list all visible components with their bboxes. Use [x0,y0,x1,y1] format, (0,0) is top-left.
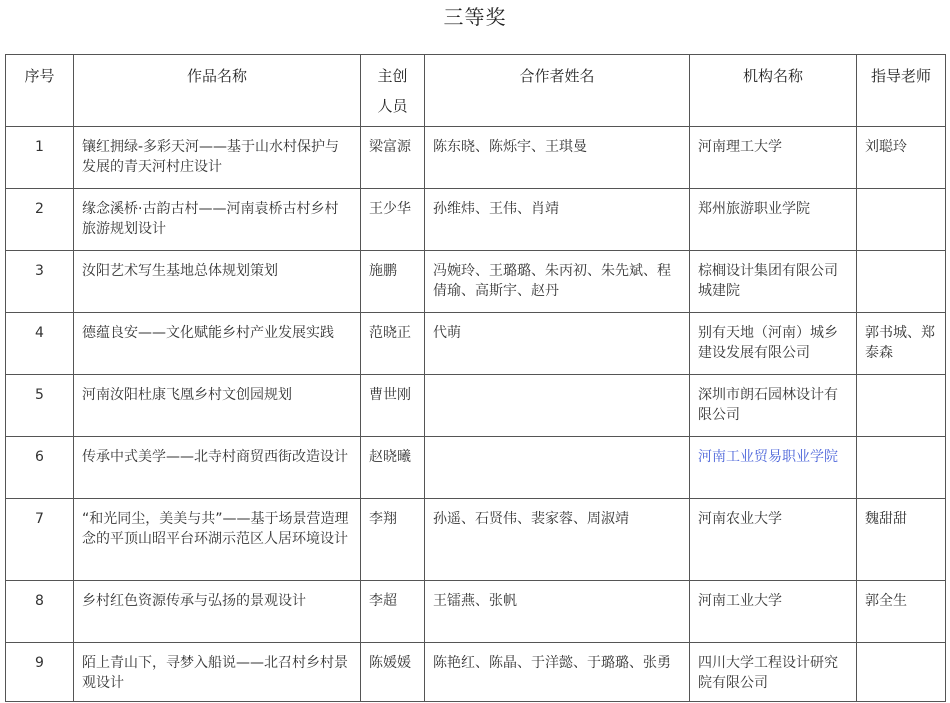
cell-lead: 陈媛媛 [361,643,425,702]
awards-table [5,54,946,702]
cell-index: 5 [6,375,74,437]
page-title: 三等奖 [443,5,507,29]
cell-advisor: 郭书城、郑泰森 [857,313,946,375]
table-row [6,581,946,643]
cell-lead: 梁富源 [361,127,425,189]
cell-index: 7 [6,499,74,581]
cell-lead: 王少华 [361,189,425,251]
cell-lead: 曹世刚 [361,375,425,437]
cell-lead: 施鹏 [361,251,425,313]
cell-institution: 河南工业大学 [690,581,857,643]
table-row [6,127,946,189]
header-institution: 机构名称 [690,55,857,127]
cell-advisor: 郭全生 [857,581,946,643]
cell-institution: 四川大学工程设计研究院有限公司 [690,643,857,702]
cell-work: 乡村红色资源传承与弘扬的景观设计 [74,581,361,643]
cell-index: 6 [6,437,74,499]
cell-work: 缘念溪桥·古韵古村——河南袁桥古村乡村旅游规划设计 [74,189,361,251]
cell-work: 陌上青山下，寻梦入船说——北召村乡村景观设计 [74,643,361,702]
header-lead-line1: 主创 [377,67,408,85]
cell-advisor [857,375,946,437]
cell-institution: 河南理工大学 [690,127,857,189]
table-row [6,643,946,702]
header-index: 序号 [6,55,74,127]
cell-advisor: 刘聪玲 [857,127,946,189]
cell-institution: 郑州旅游职业学院 [690,189,857,251]
cell-work: 德蕴良安——文化赋能乡村产业发展实践 [74,313,361,375]
cell-lead: 李翔 [361,499,425,581]
table-row [6,437,946,499]
cell-collaborators: 王镭燕、张帆 [425,581,690,643]
table-row [6,375,946,437]
cell-collaborators: 孙维炜、王伟、肖靖 [425,189,690,251]
cell-advisor [857,437,946,499]
cell-collaborators: 代萌 [425,313,690,375]
header-work: 作品名称 [74,55,361,127]
cell-institution: 别有天地（河南）城乡建设发展有限公司 [690,313,857,375]
cell-lead: 李超 [361,581,425,643]
header-collaborators: 合作者姓名 [425,55,690,127]
cell-index: 3 [6,251,74,313]
cell-work: 传承中式美学——北寺村商贸西街改造设计 [74,437,361,499]
table-row [6,251,946,313]
cell-advisor [857,251,946,313]
cell-institution: 河南农业大学 [690,499,857,581]
cell-institution-link[interactable]: 河南工业贸易职业学院 [690,437,857,499]
cell-institution: 深圳市朗石园林设计有限公司 [690,375,857,437]
cell-work: 河南汝阳杜康飞凰乡村文创园规划 [74,375,361,437]
cell-lead: 赵晓曦 [361,437,425,499]
cell-collaborators [425,437,690,499]
header-advisor: 指导老师 [857,55,946,127]
cell-index: 4 [6,313,74,375]
header-row [6,55,946,127]
cell-collaborators: 陈东晓、陈烁宇、王琪曼 [425,127,690,189]
cell-work: 汝阳艺术写生基地总体规划策划 [74,251,361,313]
table-row [6,499,946,581]
cell-collaborators: 冯婉玲、王璐璐、朱丙初、朱先斌、程倩瑜、高斯宇、赵丹 [425,251,690,313]
table-row [6,313,946,375]
header-lead [361,55,425,127]
cell-collaborators [425,375,690,437]
cell-institution: 棕榈设计集团有限公司城建院 [690,251,857,313]
cell-collaborators: 陈艳红、陈晶、于洋懿、于璐璐、张勇 [425,643,690,702]
cell-lead: 范晓正 [361,313,425,375]
header-lead-line2: 人员 [377,97,408,115]
cell-collaborators: 孙遥、石贤伟、裴家蓉、周淑靖 [425,499,690,581]
cell-index: 2 [6,189,74,251]
cell-advisor [857,189,946,251]
cell-work: “和光同尘，美美与共”——基于场景营造理念的平顶山昭平台环湖示范区人居环境设计 [74,499,361,581]
cell-advisor: 魏甜甜 [857,499,946,581]
cell-index: 1 [6,127,74,189]
cell-work: 镶红拥绿-多彩天河——基于山水村保护与发展的青天河村庄设计 [74,127,361,189]
cell-index: 9 [6,643,74,702]
table-row [6,189,946,251]
cell-index: 8 [6,581,74,643]
cell-advisor [857,643,946,702]
